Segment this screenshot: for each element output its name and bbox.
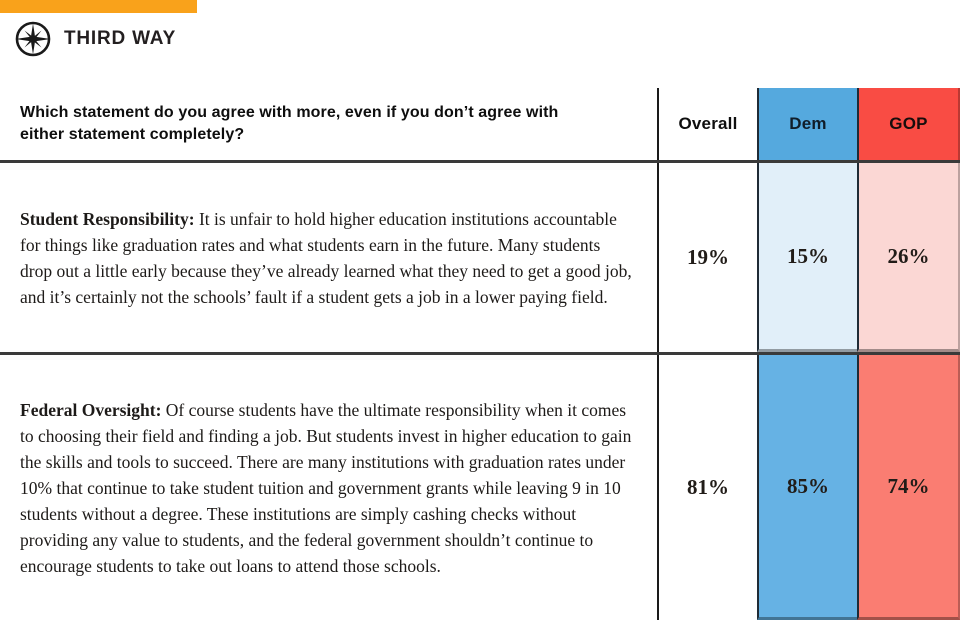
column-header-overall [657, 88, 757, 160]
value-cell-gop [857, 163, 960, 352]
accent-bar [0, 0, 197, 13]
overall-value: 19% [687, 245, 729, 269]
value-cell-overall [657, 355, 757, 620]
brand-name: THIRD WAY [64, 28, 177, 49]
statement-cell-student-responsibility [0, 163, 657, 352]
statement-text [20, 397, 634, 579]
table-row [0, 160, 960, 352]
value-cell-overall [657, 163, 757, 352]
statement-title: Student Responsibility: [20, 208, 195, 229]
question-header-cell [0, 88, 657, 160]
overall-label: Overall [678, 114, 738, 133]
table-row [0, 352, 960, 620]
brand-header [14, 21, 176, 57]
dem-value: 85% [787, 473, 829, 498]
overall-value: 81% [687, 475, 729, 499]
value-cell-dem [757, 163, 857, 352]
statement-cell-federal-oversight [0, 355, 657, 620]
statement-title: Federal Oversight: [20, 399, 162, 420]
statement-text [20, 206, 634, 310]
gop-label: GOP [889, 114, 928, 133]
column-header-dem [757, 88, 857, 160]
gop-value: 74% [887, 473, 930, 498]
statement-body: It is unfair to hold higher education institutions accountable for things like graduation rates and what students earn in the future. Many students drop out a little early because they’ve already learned what they need to get a good job, and it’s certainly not the schools’ fault if a student gets a job in a lower paying field. [20, 208, 632, 307]
poll-table [0, 88, 960, 620]
dem-label: Dem [789, 114, 827, 133]
gop-value: 26% [887, 243, 930, 268]
column-header-gop [857, 88, 960, 160]
dem-value: 15% [787, 243, 829, 268]
table-header-row [0, 88, 960, 160]
compass-star-icon [14, 20, 52, 58]
value-cell-gop [857, 355, 960, 620]
value-cell-dem [757, 355, 857, 620]
statement-body: Of course students have the ultimate responsibility when it comes to choosing their field and finding a job. But students invest in higher education to gain the skills and tools to succeed. There are many institutions with graduation rates under 10% that continue to take student tuition and government grants while leaving 9 in 10 students without a degree. These institutions are simply cashing checks without providing any value to students, and the federal government shouldn’t continue to encourage students to take out loans to attend those schools. [20, 399, 632, 576]
question-text: Which statement do you agree with more, even if you don’t agree with either statement completely? [20, 103, 559, 143]
